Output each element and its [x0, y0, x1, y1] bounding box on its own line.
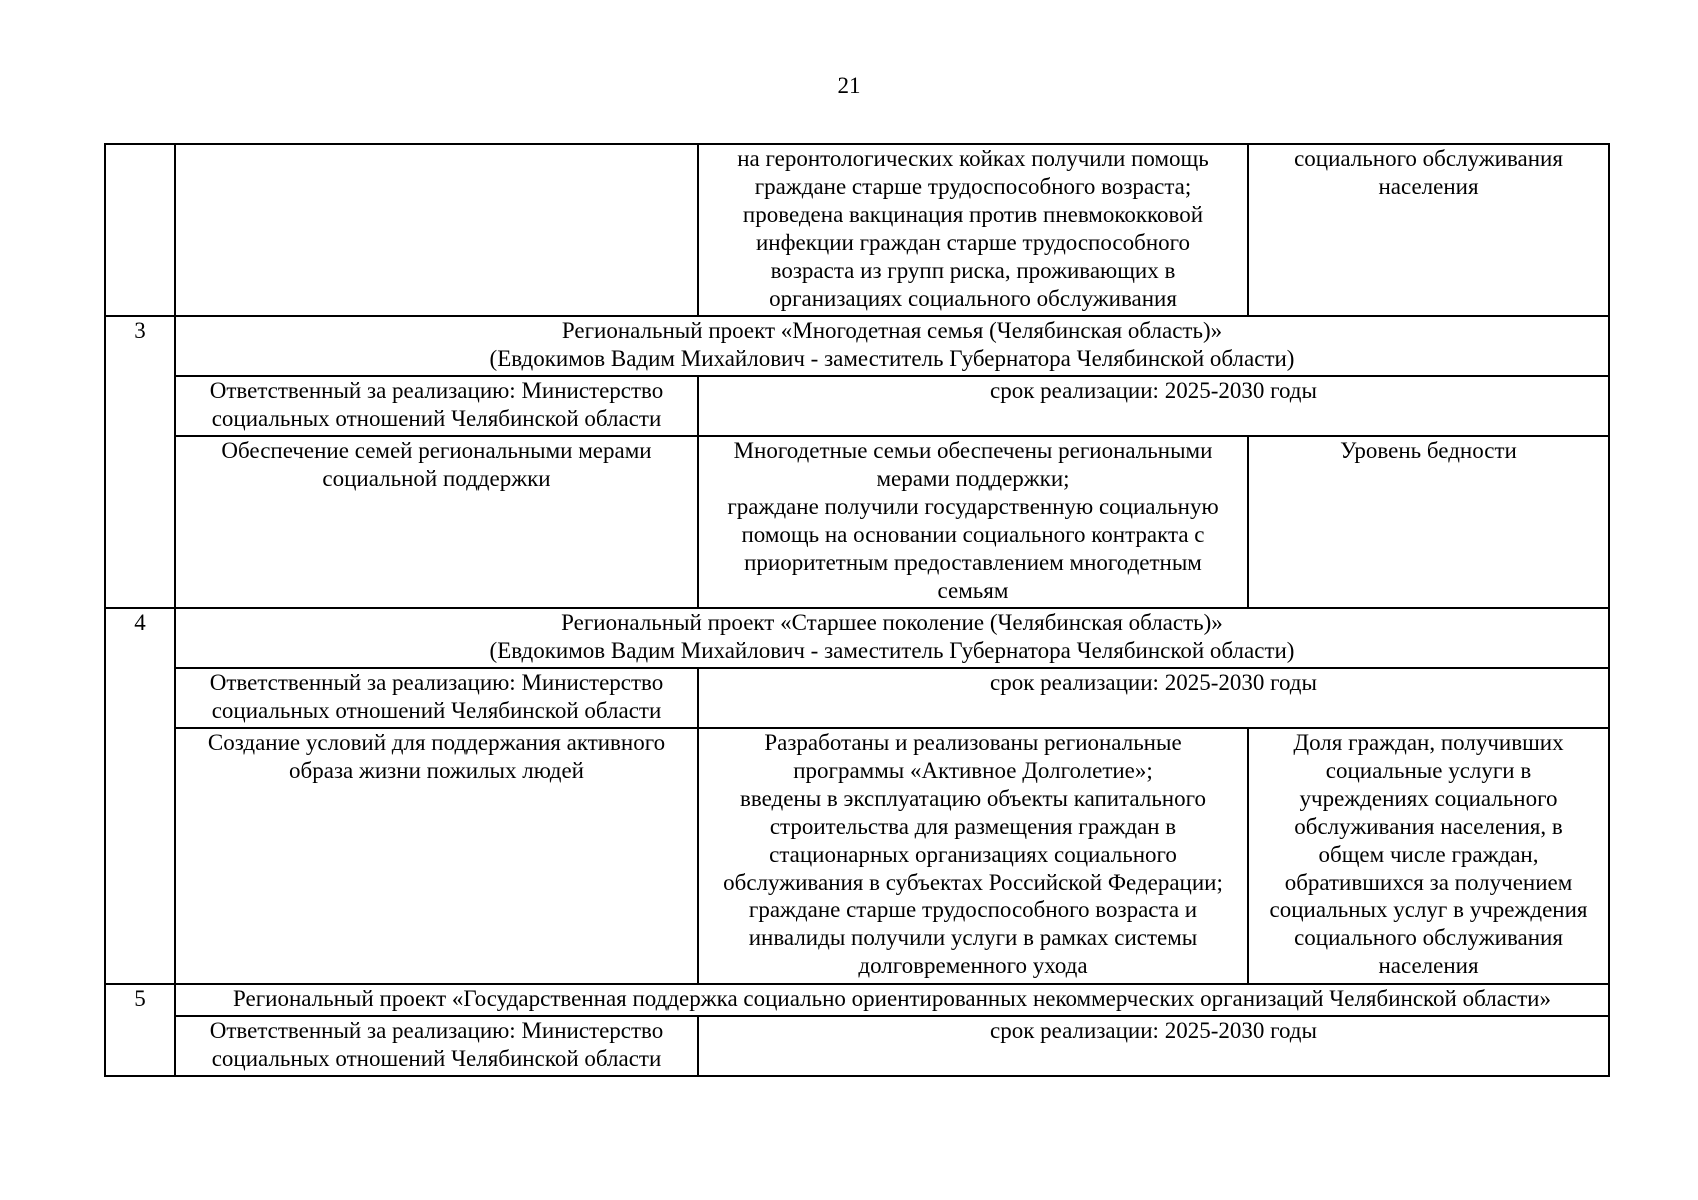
- project-4-curator: (Евдокимов Вадим Михайлович - заместитель Губернатора Челябинской области): [489, 637, 1295, 663]
- project-3-task-row: [105, 436, 1609, 608]
- results-line: граждане старше трудоспособного возраста и: [748, 897, 1198, 923]
- results-line: инвалиды получили услуги в рамках системы: [748, 925, 1198, 951]
- task-cell: [175, 144, 698, 316]
- results-line: мерами поддержки;: [876, 465, 1070, 491]
- results-line: граждане получили государственную социальную: [727, 493, 1219, 519]
- project-4-responsible-row: [105, 668, 1609, 728]
- project-3-number: 3: [105, 316, 175, 608]
- project-3-task: [175, 436, 698, 608]
- indicator-line: населения: [1378, 953, 1479, 979]
- project-3-responsible-row: [105, 376, 1609, 436]
- project-5-header-row: [105, 984, 1609, 1016]
- indicator-line: социальные услуги в: [1325, 757, 1532, 783]
- project-5-responsible-row: [105, 1016, 1609, 1076]
- project-4-task: [175, 728, 698, 984]
- project-5-title-cell: [175, 984, 1609, 1016]
- indicator-line: Доля граждан, получивших: [1293, 730, 1564, 755]
- project-3-responsible: [175, 376, 698, 436]
- indicator-line: обратившихся за получением: [1284, 869, 1573, 895]
- responsible-line: социальных отношений Челябинской области: [211, 405, 662, 431]
- project-3-header-row: [105, 316, 1609, 376]
- results-line: введены в эксплуатацию объекты капитального: [740, 785, 1206, 811]
- indicator-line: социального обслуживания: [1294, 146, 1563, 171]
- project-3-curator: (Евдокимов Вадим Михайлович - заместитель Губернатора Челябинской области): [489, 345, 1295, 371]
- results-line: семьям: [937, 577, 1009, 603]
- project-3-term: срок реализации: 2025-2030 годы: [698, 376, 1609, 436]
- task-line: Обеспечение семей региональными мерами: [221, 438, 652, 463]
- project-3-results: [698, 436, 1248, 608]
- task-line: образа жизни пожилых людей: [289, 757, 584, 783]
- results-line: стационарных организациях социального: [769, 841, 1177, 867]
- project-3-indicator: [1248, 436, 1609, 608]
- project-3-title: Региональный проект «Многодетная семья (Челябинская область)»: [561, 318, 1223, 343]
- number-cell: [105, 144, 175, 316]
- project-4-term: срок реализации: 2025-2030 годы: [698, 668, 1609, 728]
- project-4-title-cell: [175, 608, 1609, 668]
- project-4-task-row: [105, 728, 1609, 984]
- indicator-line: учреждениях социального: [1299, 785, 1558, 811]
- indicator-line: Уровень бедности: [1340, 438, 1517, 463]
- results-line: долговременного ухода: [858, 953, 1088, 979]
- responsible-line: социальных отношений Челябинской области: [211, 697, 662, 723]
- results-line: приоритетным предоставлением многодетным: [744, 549, 1202, 575]
- indicator-line: общем числе граждан,: [1318, 841, 1539, 867]
- indicator-line: обслуживания населения, в: [1294, 813, 1563, 839]
- project-4-indicator: [1248, 728, 1609, 984]
- results-line: проведена вакцинация против пневмококковой: [742, 201, 1204, 227]
- task-line: Создание условий для поддержания активного: [207, 730, 666, 755]
- responsible-line: Ответственный за реализацию: Министерство: [209, 670, 664, 695]
- project-3-title-cell: [175, 316, 1609, 376]
- projects-table: [104, 143, 1610, 1077]
- responsible-line: Ответственный за реализацию: Министерство: [209, 378, 664, 403]
- project-5-responsible: [175, 1016, 698, 1076]
- project-4-header-row: [105, 608, 1609, 668]
- page-number: 21: [837, 73, 861, 98]
- results-line: организациях социального обслуживания: [769, 285, 1177, 311]
- project-5-number: 5: [105, 984, 175, 1076]
- results-line: возраста из групп риска, проживающих в: [770, 257, 1176, 283]
- indicator-line: социального обслуживания: [1294, 925, 1563, 951]
- results-line: Разработаны и реализованы региональные: [764, 730, 1182, 755]
- results-line: Многодетные семьи обеспечены региональными: [733, 438, 1213, 463]
- results-line: граждане старше трудоспособного возраста;: [754, 173, 1192, 199]
- results-cell: [698, 144, 1248, 316]
- task-line: социальной поддержки: [322, 465, 551, 491]
- results-line: на геронтологических койках получили помощь: [737, 146, 1209, 171]
- indicator-cell: [1248, 144, 1609, 316]
- project-4-responsible: [175, 668, 698, 728]
- continuation-row: [105, 144, 1609, 316]
- results-line: программы «Активное Долголетие»;: [793, 757, 1153, 783]
- results-line: инфекции граждан старше трудоспособного: [755, 229, 1191, 255]
- results-line: строительства для размещения граждан в: [769, 813, 1177, 839]
- project-5-term: срок реализации: 2025-2030 годы: [698, 1016, 1609, 1076]
- project-4-title: Региональный проект «Старшее поколение (Челябинская область)»: [561, 610, 1223, 635]
- results-line: обслуживания в субъектах Российской Федерации;: [723, 869, 1223, 895]
- results-line: помощь на основании социального контракта с: [741, 521, 1205, 547]
- project-4-results: [698, 728, 1248, 984]
- indicator-line: социальных услуг в учреждения: [1269, 897, 1588, 923]
- responsible-line: Ответственный за реализацию: Министерство: [209, 1018, 664, 1043]
- responsible-line: социальных отношений Челябинской области: [211, 1045, 662, 1071]
- project-4-number: 4: [105, 608, 175, 984]
- indicator-line: населения: [1378, 173, 1479, 199]
- project-5-title: Региональный проект «Государственная поддержка социально ориентированных некоммерческих организаций Челябинской области»: [233, 986, 1551, 1011]
